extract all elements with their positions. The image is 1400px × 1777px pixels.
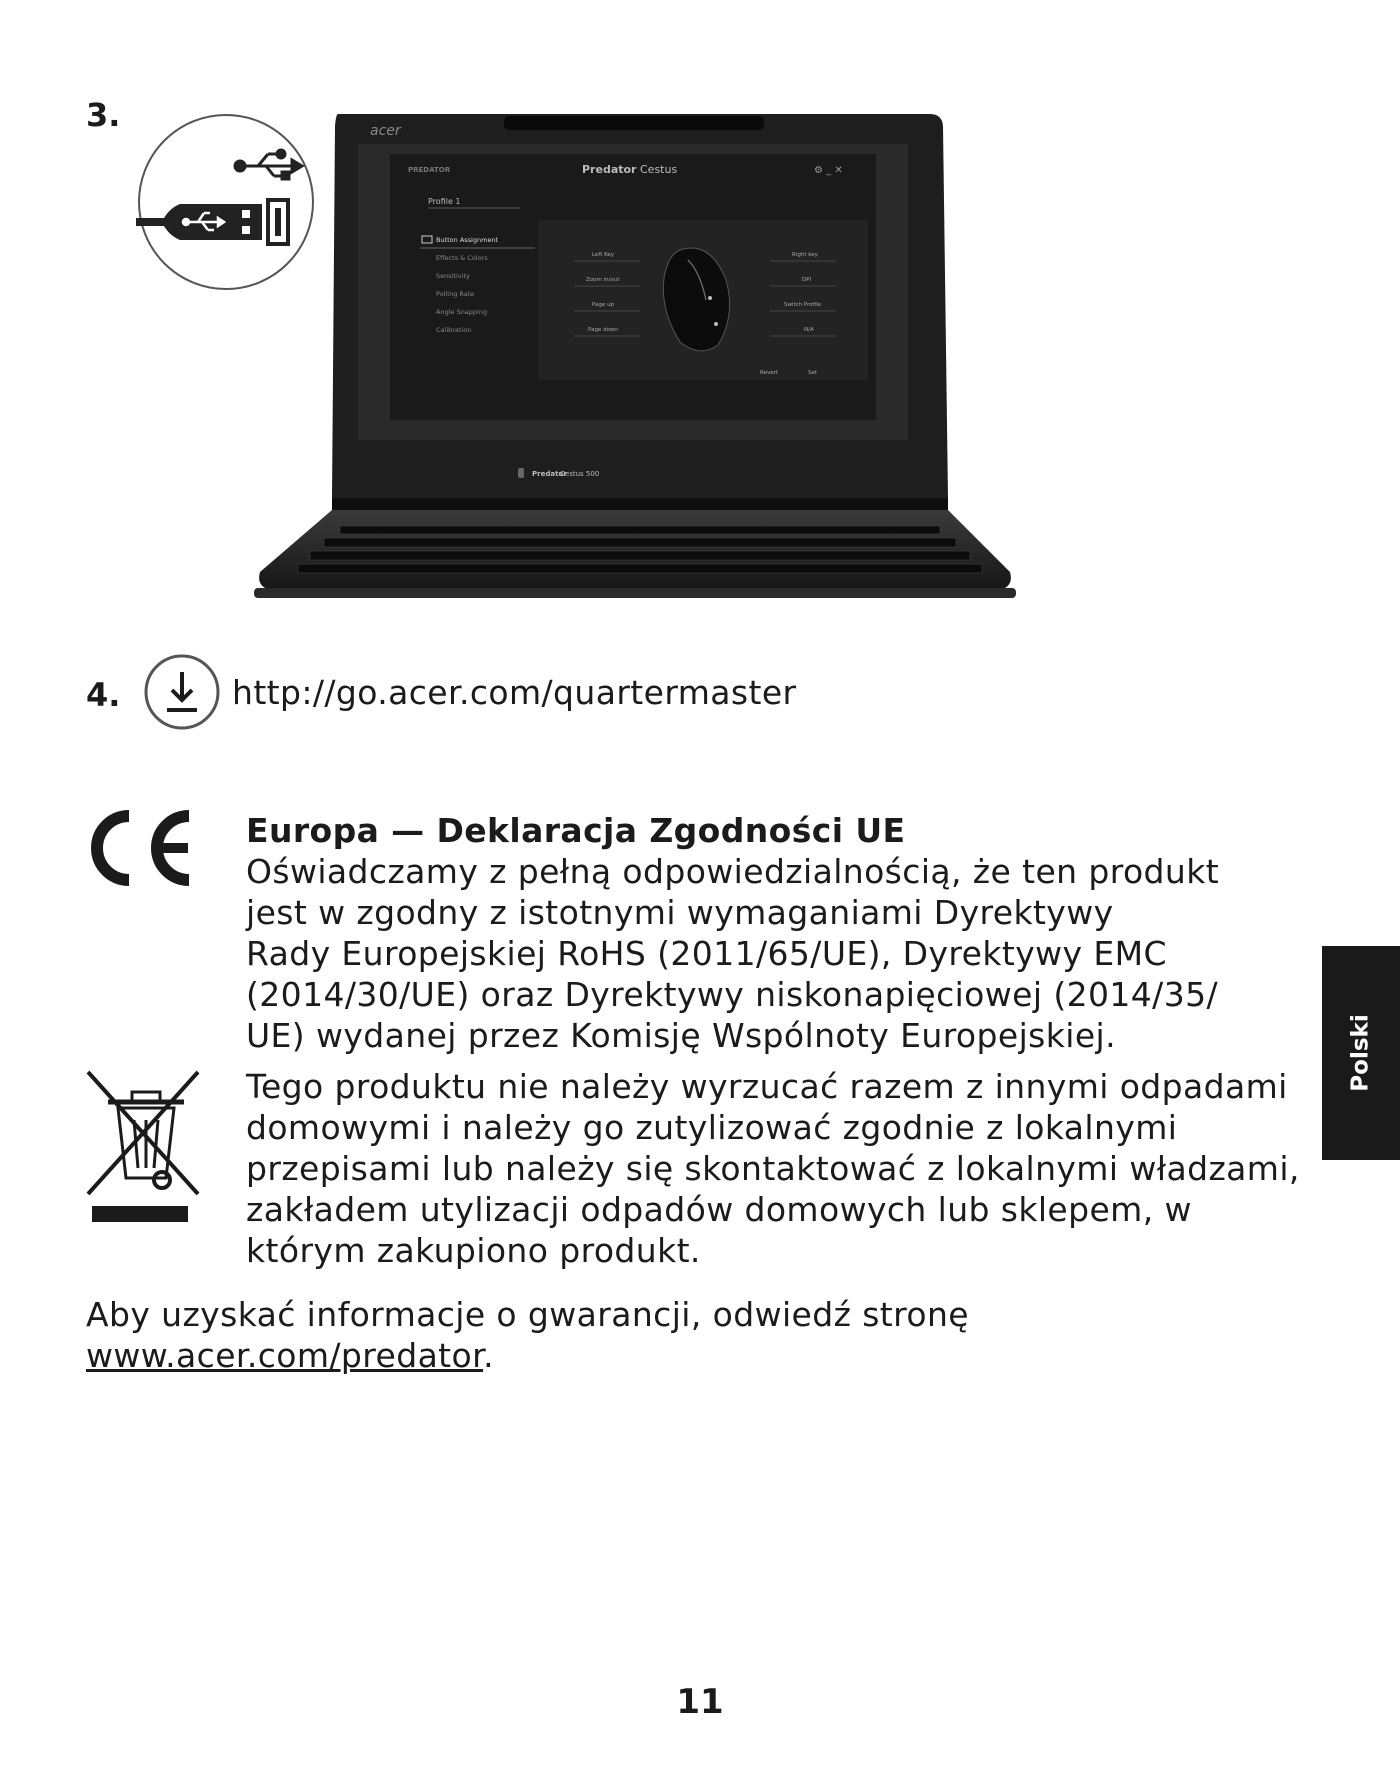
weee-line: przepisami lub należy się skontaktować z lokalnymi władzami, xyxy=(246,1149,1300,1188)
weee-notice xyxy=(246,1066,1336,1271)
warranty-link[interactable]: www.acer.com/predator xyxy=(86,1336,484,1375)
revert-button[interactable]: Revert xyxy=(760,370,779,376)
menu-item[interactable]: Effects & Colors xyxy=(436,254,488,262)
menu-item[interactable]: Sensitivity xyxy=(436,272,470,280)
menu-item[interactable]: Angle Snapping xyxy=(436,308,488,316)
key-label: Zoom in/out xyxy=(586,277,620,283)
warranty-line: Aby uzyskać informacje o gwarancji, odwiedź stronę xyxy=(86,1295,969,1334)
key-label: N/A xyxy=(804,327,814,333)
app-title-cestus: Cestus xyxy=(640,163,678,176)
menu-item[interactable]: Polling Rate xyxy=(436,290,475,298)
step-4-number: 4. xyxy=(86,676,121,714)
key-label: Page up xyxy=(592,302,615,308)
ce-line: (2014/30/UE) oraz Dyrektywy niskonapięciowej (2014/35/ xyxy=(246,975,1219,1014)
warranty-info xyxy=(86,1294,1286,1376)
warranty-period: . xyxy=(483,1336,494,1375)
key-label: Right key xyxy=(792,252,818,258)
profile-select[interactable]: Profile 1 xyxy=(428,197,461,206)
language-tab-label: Polski xyxy=(1347,1014,1374,1092)
key-label: Page down xyxy=(588,327,618,333)
ce-line: jest w zgodny z istotnymi wymaganiami Dyrektywy xyxy=(246,893,1114,932)
ce-line: Oświadczamy z pełną odpowiedzialnością, że ten produkt xyxy=(246,852,1220,891)
laptop-illustration xyxy=(240,110,1030,610)
weee-bin-icon xyxy=(84,1068,202,1224)
menu-item[interactable]: Button Assignment xyxy=(436,236,499,244)
language-tab xyxy=(1322,946,1400,1160)
device-icon xyxy=(518,468,524,478)
device-name-cestus: Cestus 500 xyxy=(560,470,600,478)
download-url[interactable]: http://go.acer.com/quartermaster xyxy=(232,673,797,712)
weee-line: którym zakupiono produkt. xyxy=(246,1231,701,1270)
set-button[interactable]: Set xyxy=(808,370,818,376)
weee-line: domowymi i należy go zutylizować zgodnie z lokalnymi xyxy=(246,1108,1178,1147)
ce-line: Rady Europejskiej RoHS (2011/65/UE), Dyrektywy EMC xyxy=(246,934,1167,973)
key-label: DPI xyxy=(802,277,812,283)
ce-heading: Europa — Deklaracja Zgodności UE xyxy=(246,811,906,850)
key-label: Switch Profile xyxy=(784,302,822,308)
ce-mark-icon xyxy=(84,808,196,890)
app-title-predator: Predator xyxy=(582,163,637,176)
weee-line: Tego produktu nie należy wyrzucać razem z innymi odpadami xyxy=(246,1067,1288,1106)
ce-line: UE) wydanej przez Komisję Wspólnoty Europejskiej. xyxy=(246,1016,1116,1055)
ce-declaration xyxy=(246,810,1326,1056)
page-number: 11 xyxy=(676,1682,724,1722)
menu-item[interactable]: Calibration xyxy=(436,326,472,334)
window-controls[interactable]: ⚙ _ ✕ xyxy=(814,165,843,176)
key-label: Left Key xyxy=(592,252,615,258)
step-3-number: 3. xyxy=(86,96,121,134)
app-logo: PREDATOR xyxy=(408,166,451,174)
download-icon xyxy=(142,652,224,734)
keyboard xyxy=(259,510,1011,590)
acer-logo: acer xyxy=(370,123,401,139)
weee-line: zakładem utylizacji odpadów domowych lub sklepem, w xyxy=(246,1190,1192,1229)
device-name-predator: Predator xyxy=(532,470,567,478)
